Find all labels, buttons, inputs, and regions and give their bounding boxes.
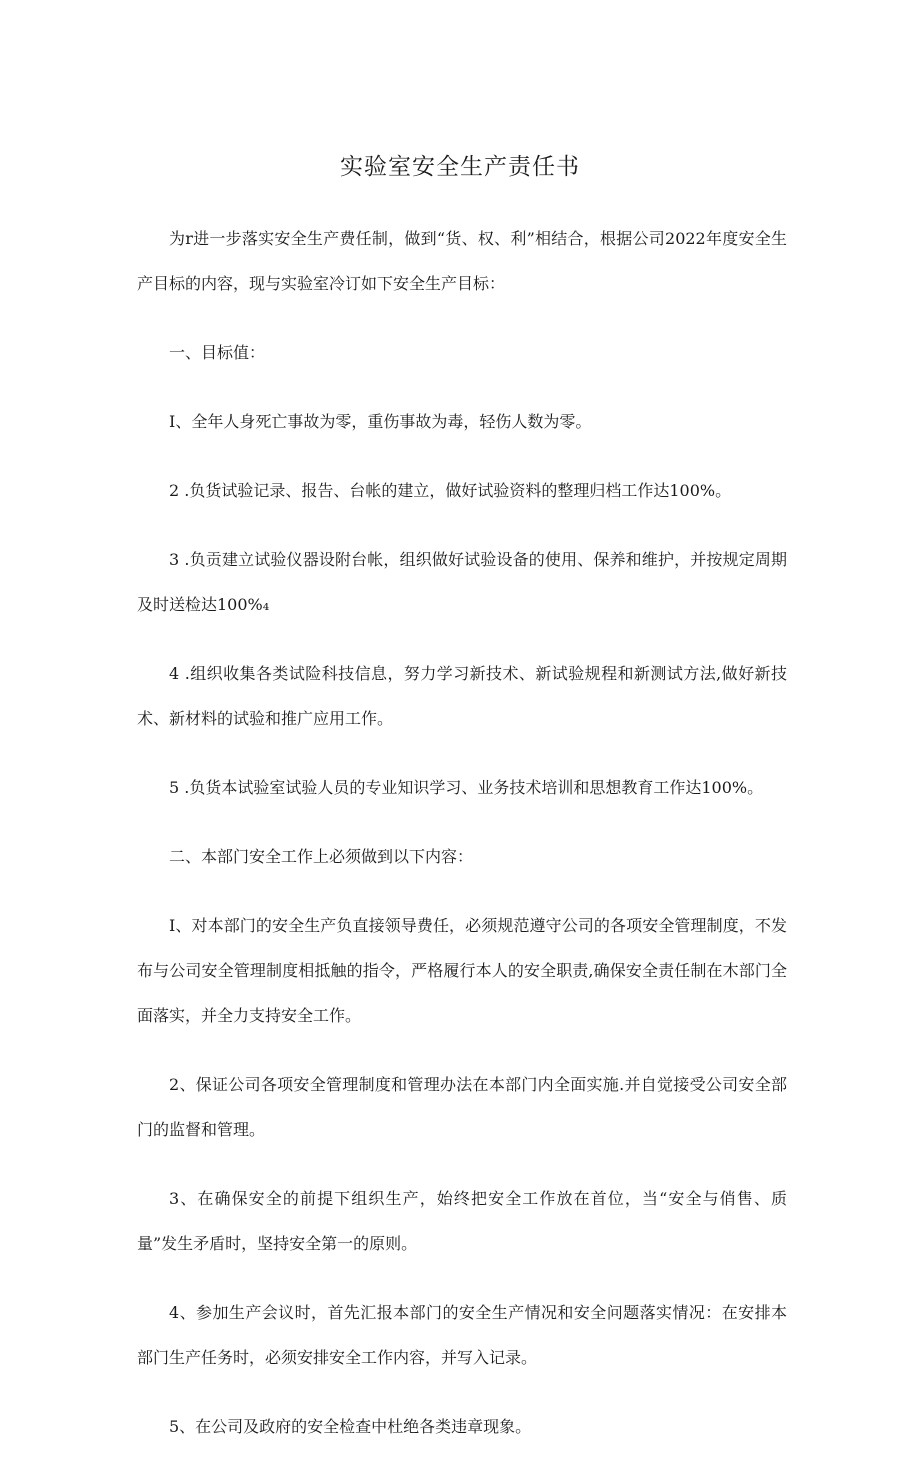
requirement-item-1: I、对本部门的安全生产负直接领导费任，必须规范遵守公司的各项安全管理制度，不发布与公司安全管理制度相抵触的指令，严格履行本人的安全职责,确保安全责任制在木部门全面落实，并全力支持安全工作。 xyxy=(137,916,787,1025)
section-heading-requirements: 二、本部门安全工作上必须做到以下内容： xyxy=(169,847,474,866)
requirement-item-4: 4、参加生产会议时，首先汇报本部门的安全生产情况和安全问题落实情况：在安排本部门生产任务时，必须安排安全工作内容，并写入记录。 xyxy=(137,1303,787,1367)
target-item-2: 2 .负货试验记录、报告、台帐的建立，做好试验资料的整理归档工作达100%。 xyxy=(169,481,732,500)
document-title: 实验室安全生产责任书 xyxy=(340,154,580,180)
target-item-1: I、全年人身死亡事故为零，重伤事故为毒，轻伤人数为零。 xyxy=(169,412,592,431)
requirement-item-2: 2、保证公司各项安全管理制度和管理办法在本部门内全面实施.并自觉接受公司安全部门的监督和管理。 xyxy=(137,1075,787,1139)
target-item-3: 3 .负贡建立试验仪器设附台帐，组织做好试验设备的使用、保养和维护，并按规定周期及时送检达100%₄ xyxy=(137,550,787,614)
intro-paragraph: 为r进一步落实安全生产费任制，做到“货、权、利”相结合，根据公司2022年度安全生产目标的内容，现与实验室冷订如下安全生产目标： xyxy=(137,229,787,293)
requirement-item-5: 5、在公司及政府的安全检查中杜绝各类违章现象。 xyxy=(169,1417,532,1436)
target-item-5: 5 .负货本试验室试验人员的专业知识学习、业务技术培训和思想教育工作达100%。 xyxy=(169,778,764,797)
document-body xyxy=(137,216,787,1473)
target-item-4: 4 .组织收集各类试险科技信息，努力学习新技术、新试验规程和新测试方法,做好新技术、新材料的试验和推广应用工作。 xyxy=(137,664,787,728)
requirement-item-3: 3、在确保安全的前提下组织生产，始终把安全工作放在首位，当“安全与俏售、质量”发生矛盾时，坚持安全第一的原则。 xyxy=(137,1189,787,1253)
section-heading-targets: 一、目标值： xyxy=(169,343,266,362)
